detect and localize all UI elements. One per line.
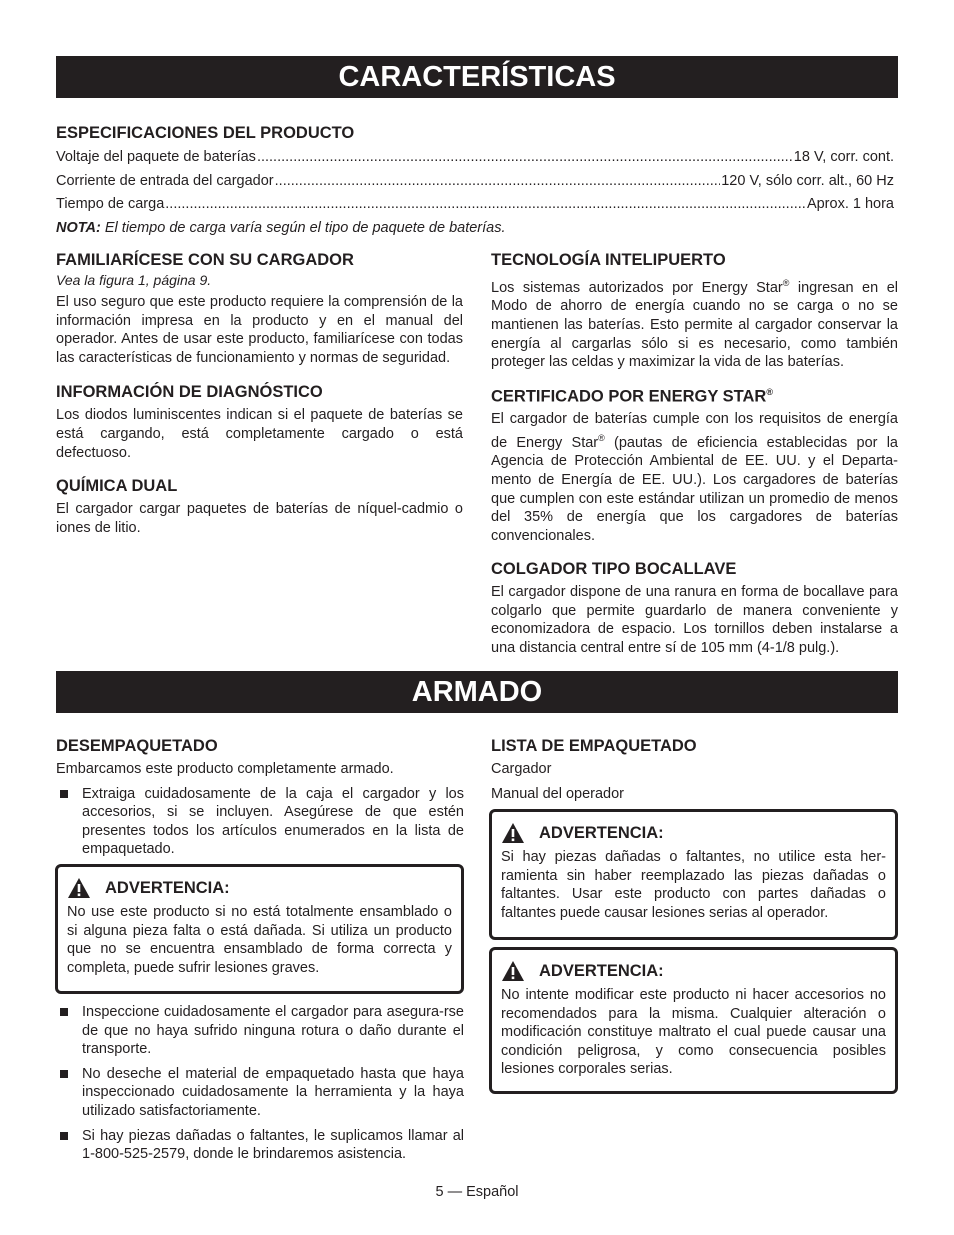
- warning-triangle-icon: [501, 822, 525, 844]
- desempaquetado-text: Embarcamos este producto completamente armado.: [56, 761, 394, 777]
- right-column-armado: [491, 737, 898, 803]
- certificado-heading: CERTIFICADO POR ENERGY STAR®: [491, 386, 773, 406]
- spec-row: [56, 196, 894, 220]
- note-text: El tiempo de carga varía según el tipo de paquete de baterías.: [100, 219, 506, 236]
- specs-heading: ESPECIFICACIONES DEL PRODUCTO: [56, 124, 355, 142]
- bullet-square-icon: [60, 790, 68, 798]
- warning-box-assembly: [55, 864, 464, 994]
- colgador-heading: COLGADOR TIPO BOCALLAVE: [491, 560, 737, 579]
- spec-value: Aprox. 1 hora: [806, 196, 894, 212]
- list-item: Inspeccione cuidadosamente el cargador para asegura-rse de que no haya sufrido ninguna rotura o daño durante el transporte.: [56, 1003, 464, 1059]
- spec-leader: [275, 173, 721, 189]
- product-specifications: [56, 124, 894, 236]
- warning-label: ADVERTENCIA:: [105, 878, 230, 897]
- warning-box-modification: [489, 947, 898, 1094]
- spec-leader: [257, 149, 793, 165]
- lista-heading: LISTA DE EMPAQUETADO: [491, 737, 697, 755]
- spec-row: [56, 173, 894, 197]
- list-item: Extraiga cuidadosamente de la caja el cargador y los accesorios, si se incluyen. Asegúrese de que estén presentes todos los artículos enumerados en la lista de empaquetado.: [56, 785, 464, 859]
- certificado-text: El cargador de baterías cumple con los requisitos de energía de Energy Star® (pautas de eficiencia establecidas por la Agencia de Protección Ambiental de EE. UU. y el Departa-mento de Energía de EE. UU.). Los cargadores de baterías que cumplen con este estándar utilizan un promedio de menos del 35% de energía que los cargadores de baterías convencionales.: [491, 411, 898, 544]
- diagnostico-heading: INFORMACIÓN DE DIAGNÓSTICO: [56, 383, 323, 402]
- list-item: Si hay piezas dañadas o faltantes, le suplicamos llamar al 1-800-525-2579, donde le brindaremos asistencia.: [56, 1127, 464, 1164]
- familiarice-text: El uso seguro que este producto requiere la comprensión de la información impresa en la producto y en el manual del operador. Antes de usar este producto, familiarícese con todas las características de funcionamiento y normas de seguridad.: [56, 294, 463, 366]
- quimica-heading: QUÍMICA DUAL: [56, 477, 178, 496]
- quimica-text: El cargador cargar paquetes de baterías de níquel-cadmio o iones de litio.: [56, 501, 463, 536]
- list-item: No deseche el material de empaquetado hasta que haya inspeccionado cuidadosamente la herramienta y la haya utilizado satisfactoriamente.: [56, 1065, 464, 1121]
- tecnologia-text: Los sistemas autorizados por Energy Star® ingresan en el Modo de ahorro de energía cuando no se carga o no se mantienen las baterías. Esto permite al cargador conservar la energía al cargarlas sólo si es necesario, como también proteger las celdas y maximizar la vida de las baterías.: [491, 278, 898, 371]
- diagnostico-text: Los diodos luminiscentes indican si el paquete de baterías se está cargando, está completamente cargado o está defectuoso.: [56, 407, 463, 461]
- warning-box-damaged-parts: [489, 809, 898, 940]
- note: [56, 220, 894, 236]
- warning-label: ADVERTENCIA:: [539, 823, 664, 842]
- section-banner-armado: ARMADO: [56, 671, 898, 713]
- desempaquetado-heading: DESEMPAQUETADO: [56, 737, 218, 755]
- spec-value: 120 V, sólo corr. alt., 60 Hz: [721, 172, 894, 189]
- warning-triangle-icon: [67, 877, 91, 899]
- warning-text: Si hay piezas dañadas o faltantes, no utilice esta her-ramienta sin haber reemplazado las piezas dañadas o faltantes. Usar este producto con partes dañadas o faltantes puede causar lesiones serias al operador.: [501, 849, 886, 921]
- warning-label: ADVERTENCIA:: [539, 961, 664, 980]
- warning-triangle-icon: [501, 960, 525, 982]
- left-column-armado: [56, 737, 464, 859]
- colgador-text: El cargador dispone de una ranura en forma de bocallave para colgarlo que permite guardarlo de manera conveniente y economizadora de espacio. Los tornillos deben instalarse a una distancia central entre sí de 105 mm (4-1/8 pulg.).: [491, 584, 898, 657]
- bullet-square-icon: [60, 1008, 68, 1016]
- left-column-features: [56, 251, 463, 552]
- section-banner-caracteristicas: CARACTERÍSTICAS: [56, 56, 898, 98]
- spec-label: Tiempo de carga: [56, 196, 165, 212]
- bullet-square-icon: [60, 1070, 68, 1078]
- warning-text: No use este producto si no está totalmente ensamblado o si alguna pieza falta o está dañada. Si utiliza un producto que no se encuentra ensamblado de forma correcta y completa, puede sufrir lesiones graves.: [67, 904, 452, 976]
- spec-label: Voltaje del paquete de baterías: [56, 149, 256, 165]
- packing-list-item: Manual del operador: [491, 785, 625, 802]
- left-column-bullets: [56, 1003, 464, 1164]
- note-label: NOTA:: [56, 219, 101, 236]
- spec-leader: [165, 196, 806, 212]
- familiarice-heading: FAMILIARÍCESE CON SU CARGADOR: [56, 251, 354, 269]
- figure-reference: Vea la figura 1, página 9.: [56, 272, 212, 288]
- page-footer: 5 — Español: [435, 1184, 519, 1200]
- bullet-square-icon: [60, 1132, 68, 1140]
- right-column-features: [491, 251, 898, 673]
- spec-value: 18 V, corr. cont.: [793, 149, 894, 165]
- spec-label: Corriente de entrada del cargador: [56, 172, 274, 189]
- spec-row: [56, 149, 894, 173]
- packing-list-item: Cargador: [491, 761, 552, 777]
- warning-text: No intente modificar este producto ni hacer accesorios no recomendados para la misma. Cualquier alteración o modificación constituye maltrato el cual puede causar una condición peligrosa, y como consecuencia posibles lesiones corporales serias.: [501, 987, 886, 1078]
- tecnologia-heading: TECNOLOGÍA INTELIPUERTO: [491, 251, 726, 269]
